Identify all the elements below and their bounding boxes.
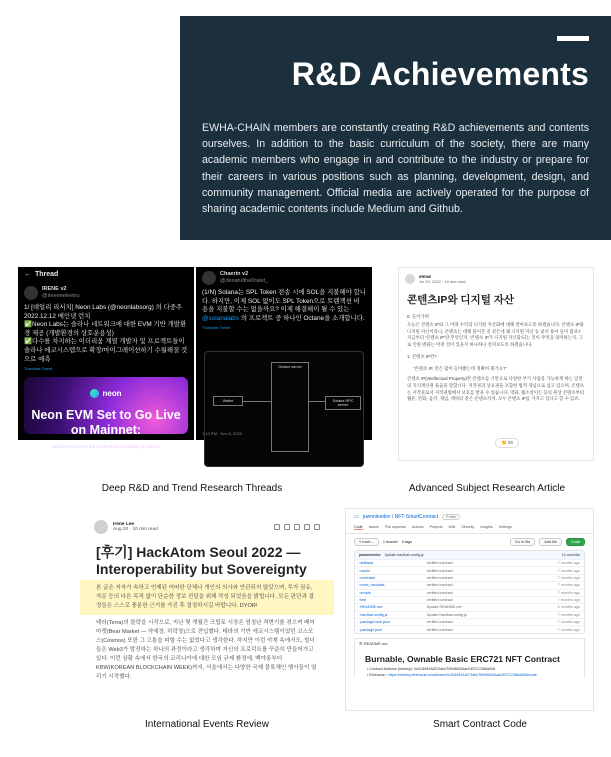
code-button[interactable]: Code: [566, 538, 585, 546]
file-commit-message[interactable]: verified contract: [426, 627, 453, 632]
contract-address: Contract Address (rinkeby): 0x4C8994A827b8a7590bB0f3Aab2457C2386a508: [369, 666, 495, 671]
github-repo-card[interactable]: [345, 508, 594, 711]
solana-tweet-card[interactable]: [196, 267, 372, 440]
file-commit-message[interactable]: verified contract: [426, 620, 453, 625]
tab-issues[interactable]: Issues: [368, 525, 379, 529]
share-tools: [274, 524, 320, 530]
file-time: 7 months ago: [557, 612, 580, 617]
event-paragraph: 테라(Terra)의 몰락을 시작으로, 지난 몇 개월간 크립토 시장은 엄청난 격변기를 겪으며 베어 마켓(Bear Market — 약세장, 하락장)으로 전입했다. 테라의 기반 에코시스템이었던 코스모스(Cosmos) 또한 그 고통을 피할 수는 없었다고 생각한다. 하지만 이런 악재 속에서도, 빌더들은 Web3가 발전하는 하나의 과정이라고 생각하며 자신의 프로덕트를 꾸준히 만들어가고 있다. 이런 상황 속에서 한국의 코리니아에 대한 모임 규제 환경에, 백야롱부터 KBW(KOREAN BLOCKCHAIN WEEK)까지, 서울에서는 다양한 국제 블록체인 행사들이 열리기 시작했다.: [96, 620, 317, 680]
link-icon[interactable]: [304, 524, 310, 530]
back-arrow-icon[interactable]: ←: [24, 271, 31, 278]
file-name[interactable]: hardhat.config.js: [360, 612, 388, 617]
neon-logo-icon: [90, 389, 99, 398]
tweet-author: [196, 267, 372, 289]
folder-icon: ▪: [359, 575, 361, 580]
caption-code: Smart Contract Code: [433, 719, 527, 730]
folder-icon: ▪: [359, 598, 361, 603]
tab-projects[interactable]: Projects: [429, 525, 443, 529]
tweet-body: [18, 304, 194, 364]
translate-link[interactable]: Translate Tweet: [202, 325, 231, 331]
article-paragraph: 오늘은 콘텐츠 IP와 그 미래 수익의 디지털 자산화에 대해 알아보도록 하겠습니다. 콘텐츠 IP와 디지털 자산이라니, 콘텐츠는 대체 물어본 것 같은데 왜 디지털 자산 등 낯선 용어 들이 많죠? 지금부터 '콘텐츠 IP'란 무엇인지, '콘텐츠 IP가 디지털 자산화'되는 것이 무엇을 의미하는지, 그로 인한 변화는 어떤 것이 있을지 하나하나 살펴보도록 하겠습니다.: [407, 322, 584, 347]
branch-name: main: [362, 540, 371, 544]
file-row[interactable]: [355, 566, 584, 573]
article-section-heading: 1. 콘텐츠 IP란?: [407, 354, 437, 360]
commit-user[interactable]: juwonleedev: [359, 553, 381, 557]
tweet-text: (1/N) Solana는 SPL Token 전송 시에 SOL을 지불해야 합니다. 하지만, 이제 SOL 없이도 SPL Token으로 트랜잭션 비용을 지불할 수는 없을까요? 이제 해결해이 될 수 있는: [202, 289, 366, 314]
event-review-card[interactable]: [80, 508, 334, 711]
article-title: 콘텐츠IP와 디지털 자산: [407, 294, 515, 306]
file-name[interactable]: node_modules: [360, 583, 385, 588]
caption-events: International Events Review: [145, 719, 269, 730]
tweet-body: [196, 289, 372, 323]
file-icon: ▫: [359, 605, 361, 610]
commit-count[interactable]: 14 commits: [561, 553, 580, 557]
tweet-bullet: ✅Neon Labs는 솔라나 네트워크에 대한 EVM 기반 개발환경 제공 (개발환경의 상호운용성): [24, 321, 187, 337]
author-name: IRENE: [419, 274, 432, 279]
readme-header: ☰ README.md: [354, 638, 585, 648]
file-commit-message[interactable]: verified contract: [426, 568, 453, 573]
thread-card[interactable]: [18, 267, 194, 471]
neon-welcome: Welcome to a New Era of Ethereum Scalability on Solana: [52, 444, 160, 449]
tweet-bullet: ✅다수를 차지하는 이더리움 계열 개발자 및 프로젝트들이 솔라나 에코시스템으로 확장/마이그레이션하기 수월해질 것으로 예측: [24, 338, 188, 363]
mention-link[interactable]: @solanalabs: [202, 314, 240, 322]
event-title: [후기] HackAtom Seoul 2022 — Interoperability but Sovereignty: [96, 544, 307, 577]
folder-icon: ▪: [359, 561, 361, 566]
repo-toolbar: [346, 534, 593, 550]
linkedin-icon[interactable]: [294, 524, 300, 530]
file-icon: ▫: [359, 627, 361, 632]
author-name: Irene Lee: [113, 522, 135, 527]
file-time: 7 months ago: [557, 598, 580, 603]
diagram-node-wallet: Wallet: [213, 396, 243, 406]
tweet-timestamp: 1:13 PM · Dec 6, 2022: [202, 431, 243, 436]
thread-header-label: Thread: [35, 271, 59, 278]
facebook-icon[interactable]: [284, 524, 290, 530]
file-time: 6 months ago: [557, 605, 580, 610]
readme-list-item: • Contract Address (rinkeby): 0x4C8994A827b8a7590bB0f3Aab2457C2386a508: [354, 666, 585, 672]
add-file-button[interactable]: Add file: [539, 538, 562, 546]
file-commit-message[interactable]: Update README.md: [426, 605, 462, 610]
repo-tabs: [346, 523, 593, 534]
tab-code[interactable]: Code: [354, 525, 363, 529]
file-row[interactable]: [355, 618, 584, 625]
neon-date: 12.12.22: [82, 459, 130, 471]
avatar[interactable]: [24, 286, 38, 300]
file-time: 7 months ago: [557, 590, 580, 595]
file-row[interactable]: [355, 603, 584, 610]
avatar[interactable]: [202, 271, 216, 285]
file-name[interactable]: README.md: [360, 605, 383, 610]
tweet-text: 1/ [데일리 리서치] Neon Labs (@neonlabsorg) 의 다중주 2022.12.12 메인넷 런치: [24, 304, 183, 320]
repo-name[interactable]: juwonleedev / NFT-SmartContract: [362, 514, 439, 520]
go-to-file-button[interactable]: Go to file: [510, 538, 535, 546]
commit-message[interactable]: Update hardhat.config.js: [384, 553, 424, 557]
clap-count: 86: [508, 440, 514, 445]
repo-icon: ▭: [354, 514, 359, 520]
file-commit-message[interactable]: verified contract: [426, 583, 453, 588]
caption-threads: Deep R&D and Trend Research Threads: [101, 483, 283, 494]
tab-pull-requests[interactable]: Pull requests: [384, 525, 406, 529]
file-commit-message[interactable]: verified contract: [426, 590, 453, 595]
file-name[interactable]: artifacts: [360, 561, 374, 566]
file-row[interactable]: [355, 581, 584, 588]
file-row[interactable]: [355, 611, 584, 618]
article-date: Jul 29, 2022 · 10 min read: [419, 279, 466, 284]
tab-insights[interactable]: Insights: [480, 525, 493, 529]
clap-button[interactable]: 👏 86: [495, 438, 519, 448]
readme-list-item: • Etherscan : https://rinkeby.etherscan.io/address/0x4C8994A827b8a7590bB0f3Aab2457C2386a508#code: [354, 672, 585, 678]
diagram-node-rpc: Solana RPC server: [325, 396, 361, 410]
readme-title: Burnable, Ownable Basic ERC721 NFT Contract: [354, 648, 585, 666]
neon-logo: [24, 389, 188, 398]
etherscan-label: Etherscan :: [369, 672, 389, 677]
file-row[interactable]: [355, 589, 584, 596]
tab-wiki[interactable]: Wiki: [448, 525, 456, 529]
neon-banner-image: [24, 377, 188, 471]
branch-count[interactable]: 1 branch: [382, 540, 398, 544]
article-author: [399, 268, 593, 286]
file-time: 7 months ago: [557, 627, 580, 632]
file-commit-message[interactable]: Update hardhat.config.js: [426, 612, 467, 617]
file-commit-message[interactable]: verified contract: [426, 598, 453, 603]
file-commit-message[interactable]: verified contract: [426, 575, 453, 580]
article-paragraph: 콘텐츠 IP(Intellectual Property)란 콘텐츠를 기반으로 다양한 부가 사업을 가능하게 하는 일련의 지식재산권 묶음을 말합니다. 저작권과 상표권을 포함한 법적 개념으로 삼고 있으며, 콘텐츠는 저작물로서 저작권법에서 보호를 받을 수 있습니다. 영화, 웹소설이든 등의 원상 콘텐츠부터 웹툰, 만화, 음악, 게임, 캐릭터 같은 콘텐츠까지, 모두 콘텐츠 IP를 가지고 있다고 할 수 있죠.: [407, 376, 585, 402]
bookmark-icon[interactable]: [314, 524, 320, 530]
file-icon: ▫: [359, 620, 361, 625]
file-icon: ▫: [359, 612, 361, 617]
page-title: R&D Achievements: [291, 56, 589, 92]
tweet-text-tail: 의 프로젝트 중 하나인 Octane을 소개합니다.: [239, 314, 365, 322]
diagram-connector: [309, 401, 325, 402]
visibility-badge: Public: [442, 514, 460, 520]
file-time: 7 months ago: [557, 620, 580, 625]
author-handle: @ireeeeeleebu: [42, 293, 80, 299]
tab-actions[interactable]: Actions: [411, 525, 424, 529]
file-row[interactable]: [355, 574, 584, 581]
avatar[interactable]: [94, 520, 108, 534]
tag-count[interactable]: 0 tags: [401, 540, 413, 544]
author-name: IRENE v2: [42, 286, 67, 292]
tweet-author: [18, 282, 194, 304]
file-row[interactable]: [355, 559, 584, 566]
file-time: 7 months ago: [557, 568, 580, 573]
neon-title: Neon EVM Set to Go Live on Mainnet:: [31, 408, 181, 437]
author-handle: @dexandthe0ralet_: [220, 278, 269, 284]
article-quote: "콘텐츠 IP, 말은 많이 들어봤는데 정확히 뭔가요?": [413, 366, 508, 372]
article-date: Aug 20 · 10 min read: [113, 527, 158, 532]
file-commit-message[interactable]: verified contract: [426, 561, 453, 566]
article-card[interactable]: [398, 267, 594, 461]
hero-description: EWHA-CHAIN members are constantly creating R&D achievements and contents ourselves. In addition to the basic curriculum of the society, there are many academic members who engage in and contribute to the industry or prepare for their careers in various positions such as planning, development, design, and community management. Official media are actively operated for the purpose of sharing academic contents include Medium and Github.: [202, 122, 589, 216]
diagram-connector: [243, 401, 271, 402]
tab-settings[interactable]: Settings: [498, 525, 512, 529]
octane-diagram: [204, 351, 364, 467]
folder-icon: ▪: [359, 590, 361, 595]
file-time: 7 months ago: [557, 583, 580, 588]
folder-icon: ▪: [359, 583, 361, 588]
translate-link[interactable]: Translate Tweet: [24, 366, 53, 372]
file-time: 7 months ago: [557, 561, 580, 566]
thread-header: [18, 267, 194, 282]
avatar[interactable]: [405, 274, 415, 284]
file-time: 7 months ago: [557, 575, 580, 580]
caption-article: Advanced Subject Research Article: [408, 483, 566, 494]
event-author: [80, 508, 334, 536]
neon-logo-text: neon: [102, 389, 122, 398]
accent-bar: [557, 36, 589, 41]
readme-label: README.md: [363, 640, 388, 646]
article-section-heading: 0. 들어가며: [407, 314, 429, 319]
file-name[interactable]: package-lock.json: [360, 620, 390, 625]
etherscan-link[interactable]: https://rinkeby.etherscan.io/address/0x4C8994A827b8a7590bB0f3Aab2457C2386a508#code: [388, 672, 537, 677]
file-name[interactable]: cache: [360, 568, 371, 573]
file-row[interactable]: [355, 625, 584, 632]
file-name[interactable]: package.json: [360, 627, 383, 632]
tab-security[interactable]: Security: [461, 525, 475, 529]
event-disclaimer: 본 글은 저자가 속하고 언제된 어떠한 단체나 개인의 의사와 연관되지 않았으며, 투자 권유, 자문 등의 다른 목적 없이 단순한 정보 전달을 위해 작성 되었음을 밝힙니다. 모든 판단과 결정들은 스스로 충분한 근거를 가진 후 결정하시길 바랍니다. DYOR!: [80, 580, 334, 615]
branch-select[interactable]: ⑂ main ▾: [354, 538, 379, 546]
file-name[interactable]: scripts: [360, 590, 371, 595]
file-row[interactable]: [355, 596, 584, 603]
hero-panel: [180, 16, 611, 240]
file-name[interactable]: test: [360, 598, 367, 603]
file-name[interactable]: contracts: [360, 575, 376, 580]
folder-icon: ▪: [359, 568, 361, 573]
latest-commit: [355, 551, 584, 559]
repo-header: [346, 509, 593, 523]
diagram-node-octane: Octane server: [271, 362, 309, 452]
twitter-icon[interactable]: [274, 524, 280, 530]
author-name: Chaerin v2: [220, 271, 249, 277]
file-table: [354, 550, 585, 634]
